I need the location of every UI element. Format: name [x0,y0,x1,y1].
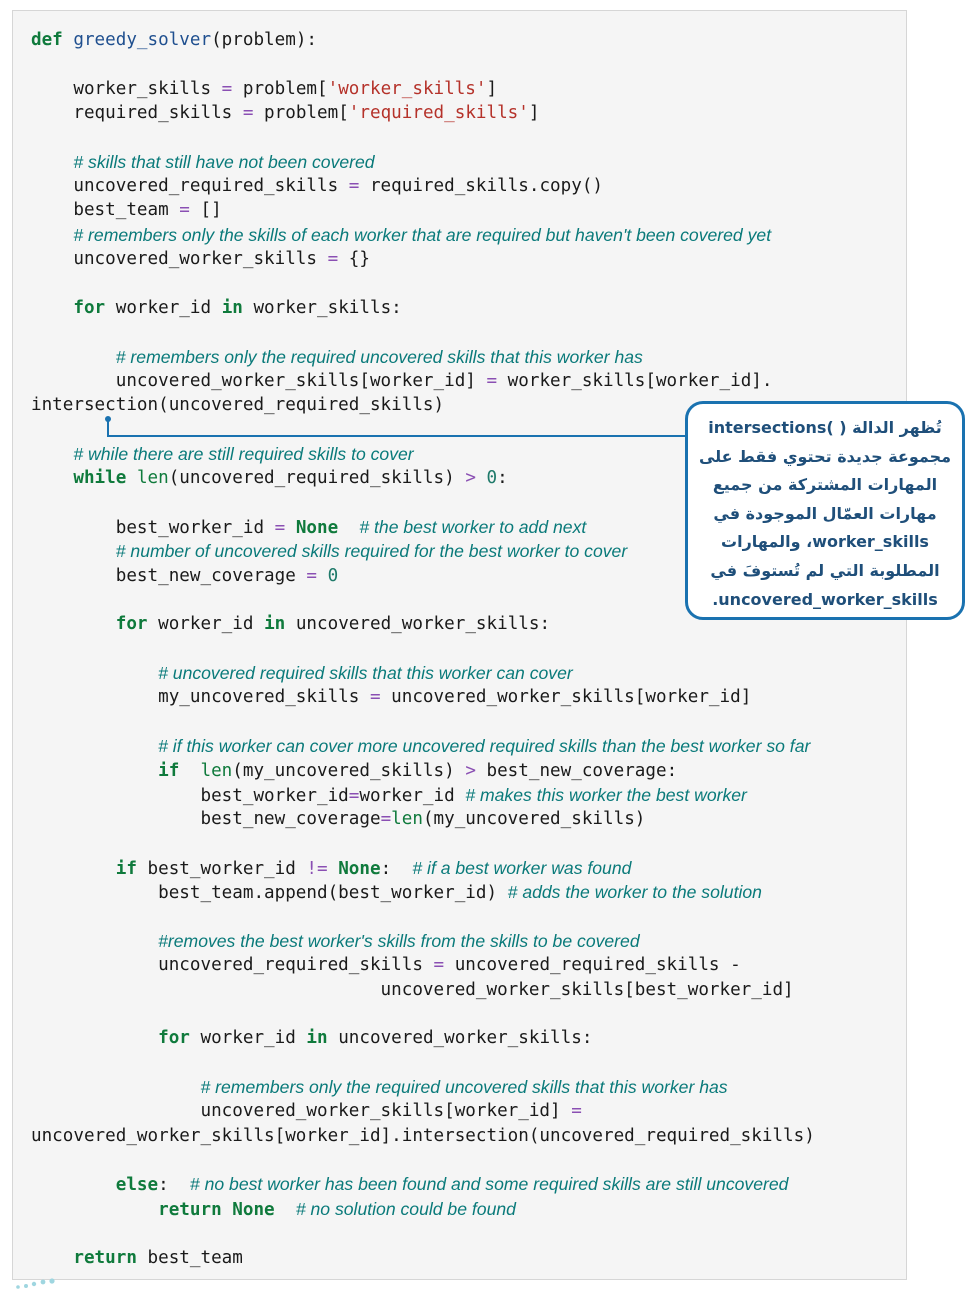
code-token: best_new_coverage [31,565,307,586]
code-token: None [295,518,339,538]
code-token: required_skills [31,103,243,124]
code-token: best_new_coverage: [475,760,678,781]
code-token: return [158,1199,222,1220]
code-comment: # skills that still have not been covered [73,151,375,172]
code-token: 0 [327,565,339,586]
code-token: len [136,468,169,489]
code-token: for [158,1028,190,1049]
code-token: = [433,955,445,976]
code-comment: # makes this worker the best worker [465,784,747,805]
code-token: uncovered_worker_skills[worker_id] [31,1101,572,1122]
code-token: problem[ [253,103,349,124]
code-token: my_uncovered_skills [31,687,370,708]
code-token: uncovered_required_skills - [444,955,741,976]
code-token: : [497,468,508,489]
code-token: = [274,518,286,538]
code-token: None [338,858,381,879]
code-token: = [306,565,317,586]
code-token: best_team.append(best_worker_id) [31,883,508,904]
code-token: problem[ [232,78,328,99]
callout-text-line: تُظهر الدالة ( )intersections [708,418,942,437]
code-token: required_skills.copy() [359,176,603,197]
code-token: if [115,858,137,879]
code-token: = [348,785,360,806]
code-comment: # the best worker to add next [359,517,587,537]
code-token: uncovered_worker_skills: [285,614,551,635]
code-token: intersection(uncovered_required_skills) [31,395,445,416]
code-comment: # no solution could be found [295,1198,516,1219]
code-token: (uncovered_required_skills) [168,468,466,489]
code-token: = [179,200,190,221]
code-token: > [465,468,476,489]
code-comment: # if a best worker was found [412,857,632,878]
code-token: if [158,760,180,781]
code-token: uncovered_worker_skills[worker_id] [31,370,487,391]
code-token: None [232,1199,275,1220]
code-token: len [200,760,233,781]
callout-box [685,401,965,620]
code-token: uncovered_worker_skills[best_worker_id] [31,979,794,1000]
code-token: = [348,176,360,197]
code-token: best_worker_id [136,858,307,879]
code-token: = [221,78,233,99]
code-token: : [158,1175,190,1196]
code-token: ] [486,78,498,99]
code-token: greedy_solver [73,30,212,50]
code-token: best_team [136,1247,243,1268]
code-comment: # uncovered required skills that this worker can cover [158,663,573,684]
code-comment: # no best worker has been found and some required skills are still uncovered [189,1174,789,1195]
code-token: worker_id [147,614,265,635]
code-token: uncovered_required_skills [31,955,434,976]
code-comment: # while there are still required skills to cover [73,443,414,464]
code-token: (my_uncovered_skills) [232,760,466,781]
code-token: uncovered_worker_skills[worker_id].intersection(uncovered_required_skills) [31,1125,815,1146]
code-token: worker_skills [31,78,222,99]
code-token: = [327,249,339,270]
code-comment: # remembers only the skills of each worker that are required but haven't been covered yet [73,224,772,245]
code-token: = [369,687,381,708]
code-token: for [115,614,148,635]
code-token: 'worker_skills' [327,78,487,99]
code-comment: # if this worker can cover more uncovered required skills than the best worker so far [158,736,811,757]
callout-text-line: uncovered_worker_skills. [712,589,938,609]
code-token: > [465,760,476,781]
code-comment: #removes the best worker's skills from the skills to be covered [158,930,640,951]
code-token: best_worker_id [31,518,275,538]
code-token: {} [338,249,370,270]
code-token: worker_skills: [242,297,402,318]
code-token: len [391,809,423,830]
code-token: (my_uncovered_skills) [422,809,646,830]
code-token: else [115,1175,159,1196]
code-comment: # remembers only the required uncovered skills that this worker has [115,346,643,367]
code-token: = [242,103,254,124]
callout-text-line: مهارات العمّال الموجودة في [713,503,937,523]
decorative-dots [14,1278,74,1290]
code-token: for [73,297,106,318]
code-token: 0 [486,468,498,489]
code-token: def [31,30,63,50]
code-token: ] [528,103,540,124]
callout-text-line: المطلوبة التي لم تُستوفَ في [710,560,940,580]
code-comment: # number of uncovered skills required for the best worker to cover [115,541,628,562]
callout-text-line: المهارات المشتركة من جميع [712,475,938,495]
code-comment: # adds the worker to the solution [507,882,762,903]
code-token: worker_id [359,785,466,806]
code-token: in [221,297,243,318]
code-token: 'required_skills' [348,103,529,124]
callout-text-line: مجموعة جديدة تحتوي فقط على [698,446,952,466]
code-token: uncovered_worker_skills[worker_id] [380,687,752,708]
code-token: = [380,809,392,830]
code-token: (problem): [211,30,318,50]
code-token: = [486,370,498,391]
code-comment: # remembers only the required uncovered skills that this worker has [200,1077,728,1098]
code-token: while [73,468,127,489]
code-token: in [264,614,286,635]
code-token: uncovered_worker_skills [31,249,328,270]
code-token: in [306,1028,328,1049]
code-token: worker_skills[worker_id]. [497,370,773,391]
code-token: : [380,858,413,879]
code-token: best_new_coverage [31,809,381,830]
code-token: best_team [31,200,180,221]
code-token: [] [189,200,222,221]
code-token: uncovered_required_skills [31,176,349,197]
callout-text-line: worker_skills، والمهارات [721,532,929,552]
code-token: worker_id [105,297,222,318]
code-token: best_worker_id [31,785,349,806]
code-token: return [73,1247,137,1268]
code-token: = [571,1101,582,1122]
code-token: uncovered_worker_skills: [327,1028,593,1049]
code-token: != [306,858,328,879]
code-token: worker_id [189,1028,307,1049]
